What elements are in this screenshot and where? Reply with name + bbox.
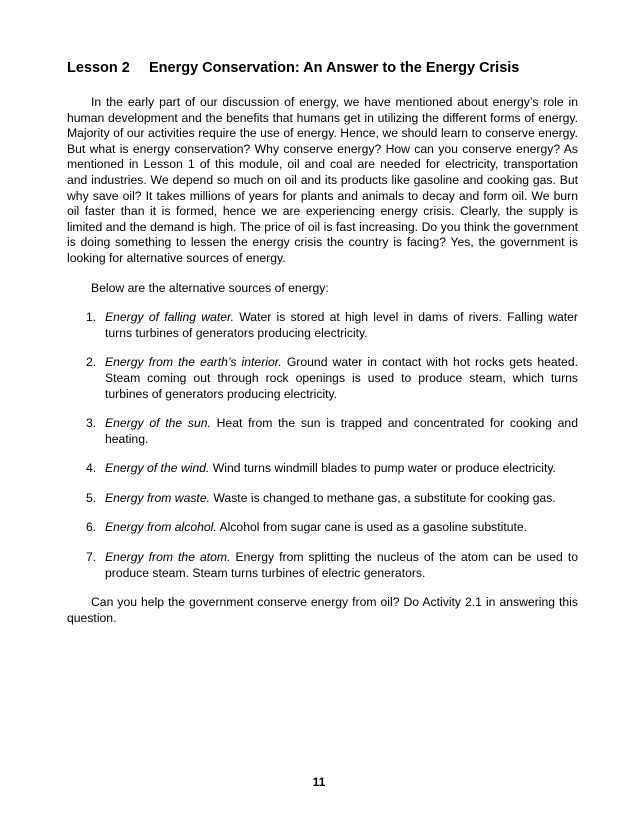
list-item [67, 310, 578, 341]
list-item-text: Wind turns windmill blades to pump water or produce electricity. [209, 461, 556, 476]
lesson-title: Energy Conservation: An Answer to the Energy Crisis [149, 60, 520, 76]
list-item-text: Heat from the sun is trapped and concentrated for cooking and heating. [105, 416, 578, 446]
list-item-text: Water is stored at high level in dams of rivers. Falling water turns turbines of generators producing electricity. [105, 310, 578, 340]
energy-sources-list [67, 310, 578, 581]
list-item-text: Ground water in contact with hot rocks gets heated. Steam coming out through rock openings is used to produce steam, which turns turbines of generators producing electricity. [105, 355, 579, 401]
list-item [67, 355, 578, 402]
list-item-number: 4. [86, 461, 97, 476]
list-item-number: 1. [86, 310, 97, 325]
list-item [67, 491, 578, 507]
list-intro: Below are the alternative sources of energy: [91, 280, 329, 295]
intro-paragraph: In the early part of our discussion of energy, we have mentioned about energy’s role in human development and the benefits that humans get in utilizing the different forms of energy. Majority of our activities require the use of energy. Hence, we should learn to conserve energy. But what is energy conservation? Why conserve energy? How can you conserve energy? As mentioned in Lesson 1 of this module, oil and coal are needed for electricity, transportation and industries. We depend so much on oil and its products like gasoline and cooking gas. But why save oil? It takes millions of years for plants and animals to decay and form oil. We burn oil faster than it is formed, hence we are experiencing energy crisis. Clearly, the supply is limited and the demand is high. The price of oil is fast increasing. Do you think the government is doing something to lessen the energy crisis the country is facing? Yes, the government is looking for alternative sources of energy. [67, 95, 578, 265]
list-item-text: Energy from splitting the nucleus of the atom can be used to produce steam. Steam turns turbines of electric generators. [105, 550, 578, 580]
list-item-term: Energy of the wind. [105, 461, 210, 476]
page-number: 11 [312, 775, 326, 789]
list-item-term: Energy from the atom. [105, 550, 231, 565]
list-item [67, 520, 578, 536]
lesson-number: Lesson 2 [67, 60, 130, 76]
closing-paragraph: Can you help the government conserve energy from oil? Do Activity 2.1 in answering this question. [67, 595, 578, 625]
list-item-term: Energy from waste. [105, 490, 210, 505]
list-item-text: Alcohol from sugar cane is used as a gasoline substitute. [216, 520, 528, 535]
list-item-term: Energy from the earth’s interior. [105, 355, 282, 370]
list-item-number: 7. [86, 550, 97, 565]
list-item [67, 550, 578, 581]
list-item-number: 2. [86, 355, 97, 370]
list-item-number: 6. [86, 520, 97, 535]
list-item [67, 416, 578, 447]
list-item-term: Energy of falling water. [105, 310, 235, 325]
list-item-number: 5. [86, 490, 97, 505]
list-item-term: Energy of the sun. [105, 416, 211, 431]
list-item-text: Waste is changed to methane gas, a substitute for cooking gas. [210, 490, 556, 505]
list-item [67, 461, 578, 477]
list-item-number: 3. [86, 416, 97, 431]
lesson-body [67, 95, 578, 626]
lesson-heading [67, 60, 519, 76]
list-item-term: Energy from alcohol. [105, 520, 217, 535]
